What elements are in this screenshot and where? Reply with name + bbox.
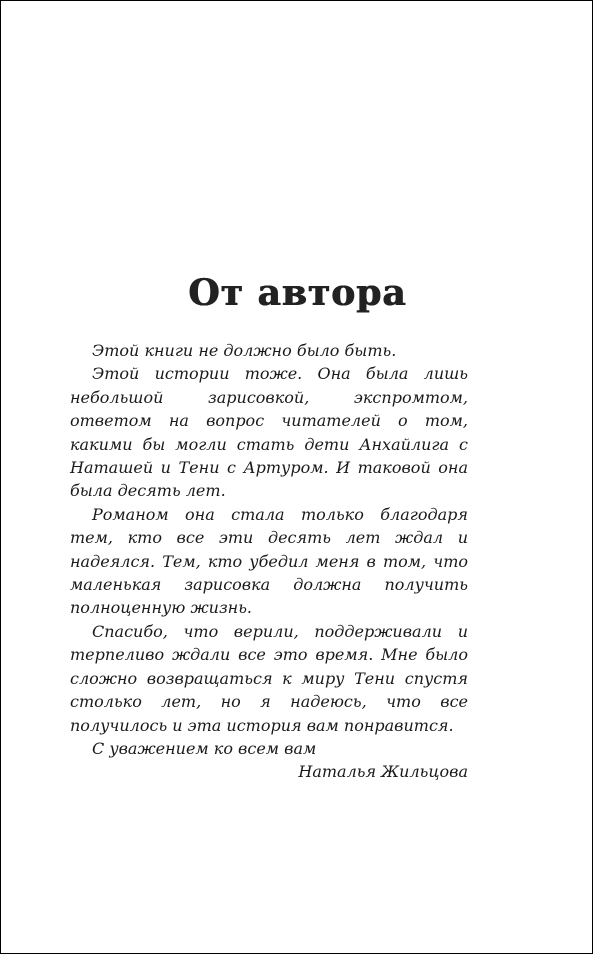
paragraph-1: Этой книги не должно было быть. <box>92 341 397 360</box>
page-title: От автора <box>188 272 407 314</box>
paragraph-2: Этой истории тоже. Она была лишь небольшой зарисовкой, экспромтом, ответом на вопрос читателей о том, какими бы могли стать дети Анхайлига с Наташей и Тени с Артуром. И таковой она была десять лет. <box>70 364 468 501</box>
paragraph-3: Романом она стала только благодаря тем, кто все эти десять лет ждал и надеялся. Тем, кто убедил меня в том, что маленькая зарисовка должна получить полноценную жизнь. <box>70 504 468 618</box>
text-block <box>70 339 468 784</box>
paragraph-closing: С уважением ко всем вам <box>92 738 317 758</box>
paragraph-4: Спасибо, что верили, поддерживали и терпеливо ждали все это время. Мне было сложно возвращаться к миру Тени спустя столько лет, но я надеюсь, что все получилось и эта история вам понравится. <box>70 621 468 735</box>
author-signature: Наталья Жильцова <box>298 762 468 782</box>
